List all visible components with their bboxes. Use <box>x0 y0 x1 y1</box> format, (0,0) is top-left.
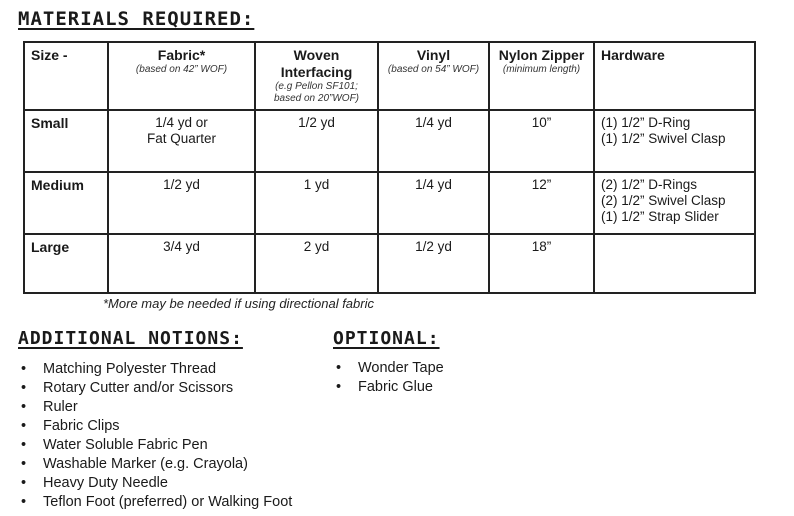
interfacing-amount: 1 yd <box>303 177 330 192</box>
list-item: • Water Soluble Fabric Pen <box>18 436 292 455</box>
optional-list <box>333 359 444 397</box>
size-cell <box>24 172 108 234</box>
interfacing-amount: 2 yd <box>303 239 330 254</box>
fabric-amount: 3/4 yd <box>163 239 200 254</box>
vinyl-amount: 1/4 yd <box>415 115 452 130</box>
size-label: Small <box>31 115 69 131</box>
interfacing-cell <box>255 110 378 172</box>
notions-list <box>18 360 292 512</box>
col-header-zipper <box>489 42 594 110</box>
col-header-fabric-note: (based on 42” WOF) <box>135 64 228 75</box>
size-cell <box>24 110 108 172</box>
hardware-item: (1) 1/2” D-Ring <box>601 115 691 130</box>
hardware-cell <box>594 172 755 234</box>
fabric-cell <box>108 172 255 234</box>
list-item: • Teflon Foot (preferred) or Walking Foot <box>18 493 292 512</box>
fabric-amount-alt: Fat Quarter <box>146 131 217 146</box>
vinyl-cell <box>378 172 489 234</box>
table-row-large <box>24 234 755 293</box>
fabric-amount: 1/4 yd or <box>155 115 208 130</box>
col-header-fabric <box>108 42 255 110</box>
table-row-small <box>24 110 755 172</box>
col-header-hardware-label: Hardware <box>601 47 665 63</box>
interfacing-cell <box>255 172 378 234</box>
list-item: • Rotary Cutter and/or Scissors <box>18 379 292 398</box>
list-item: • Fabric Glue <box>333 378 444 397</box>
size-label: Medium <box>31 177 84 193</box>
materials-table <box>23 41 756 294</box>
col-header-interfacing <box>255 42 378 110</box>
zipper-cell <box>489 172 594 234</box>
vinyl-cell <box>378 234 489 293</box>
zipper-cell <box>489 234 594 293</box>
vinyl-cell <box>378 110 489 172</box>
list-item: • Matching Polyester Thread <box>18 360 292 379</box>
table-row-medium <box>24 172 755 234</box>
zipper-length: 18” <box>531 239 552 254</box>
hardware-item: (1) 1/2” Strap Slider <box>601 209 719 224</box>
zipper-cell <box>489 110 594 172</box>
table-header-row <box>24 42 755 110</box>
col-header-size <box>24 42 108 110</box>
col-header-zipper-label: Nylon Zipper <box>498 47 585 63</box>
optional-title: OPTIONAL: <box>333 328 440 349</box>
list-item: • Wonder Tape <box>333 359 444 378</box>
col-header-size-label: Size - <box>31 47 68 63</box>
hardware-cell <box>594 110 755 172</box>
col-header-hardware <box>594 42 755 110</box>
materials-title: MATERIALS REQUIRED: <box>18 8 255 30</box>
vinyl-amount: 1/2 yd <box>415 239 452 254</box>
fabric-cell <box>108 234 255 293</box>
list-item: • Ruler <box>18 398 292 417</box>
list-item: • Washable Marker (e.g. Crayola) <box>18 455 292 474</box>
zipper-length: 12” <box>531 177 552 192</box>
vinyl-amount: 1/4 yd <box>415 177 452 192</box>
col-header-interfacing-label: Woven Interfacing <box>280 47 353 80</box>
fabric-amount: 1/2 yd <box>163 177 200 192</box>
hardware-item: (2) 1/2” Swivel Clasp <box>601 193 726 208</box>
interfacing-amount: 1/2 yd <box>298 115 335 130</box>
list-item: • Fabric Clips <box>18 417 292 436</box>
hardware-cell-empty <box>594 234 755 293</box>
zipper-length: 10” <box>531 115 552 130</box>
list-item: • Heavy Duty Needle <box>18 474 292 493</box>
col-header-interfacing-note: (e.g Pellon SF101; based on 20”WOF) <box>273 81 360 104</box>
col-header-vinyl-note: (based on 54” WOF) <box>387 64 480 75</box>
col-header-fabric-label: Fabric* <box>157 47 206 63</box>
col-header-zipper-note: (minimum length) <box>502 64 581 75</box>
hardware-item: (1) 1/2” Swivel Clasp <box>601 131 726 146</box>
directional-fabric-footnote: *More may be needed if using directional fabric <box>103 296 374 311</box>
size-cell <box>24 234 108 293</box>
size-label: Large <box>31 239 70 255</box>
additional-notions-title: ADDITIONAL NOTIONS: <box>18 328 243 349</box>
col-header-vinyl <box>378 42 489 110</box>
col-header-vinyl-label: Vinyl <box>416 47 451 63</box>
fabric-cell <box>108 110 255 172</box>
interfacing-cell <box>255 234 378 293</box>
hardware-item: (2) 1/2” D-Rings <box>601 177 698 192</box>
